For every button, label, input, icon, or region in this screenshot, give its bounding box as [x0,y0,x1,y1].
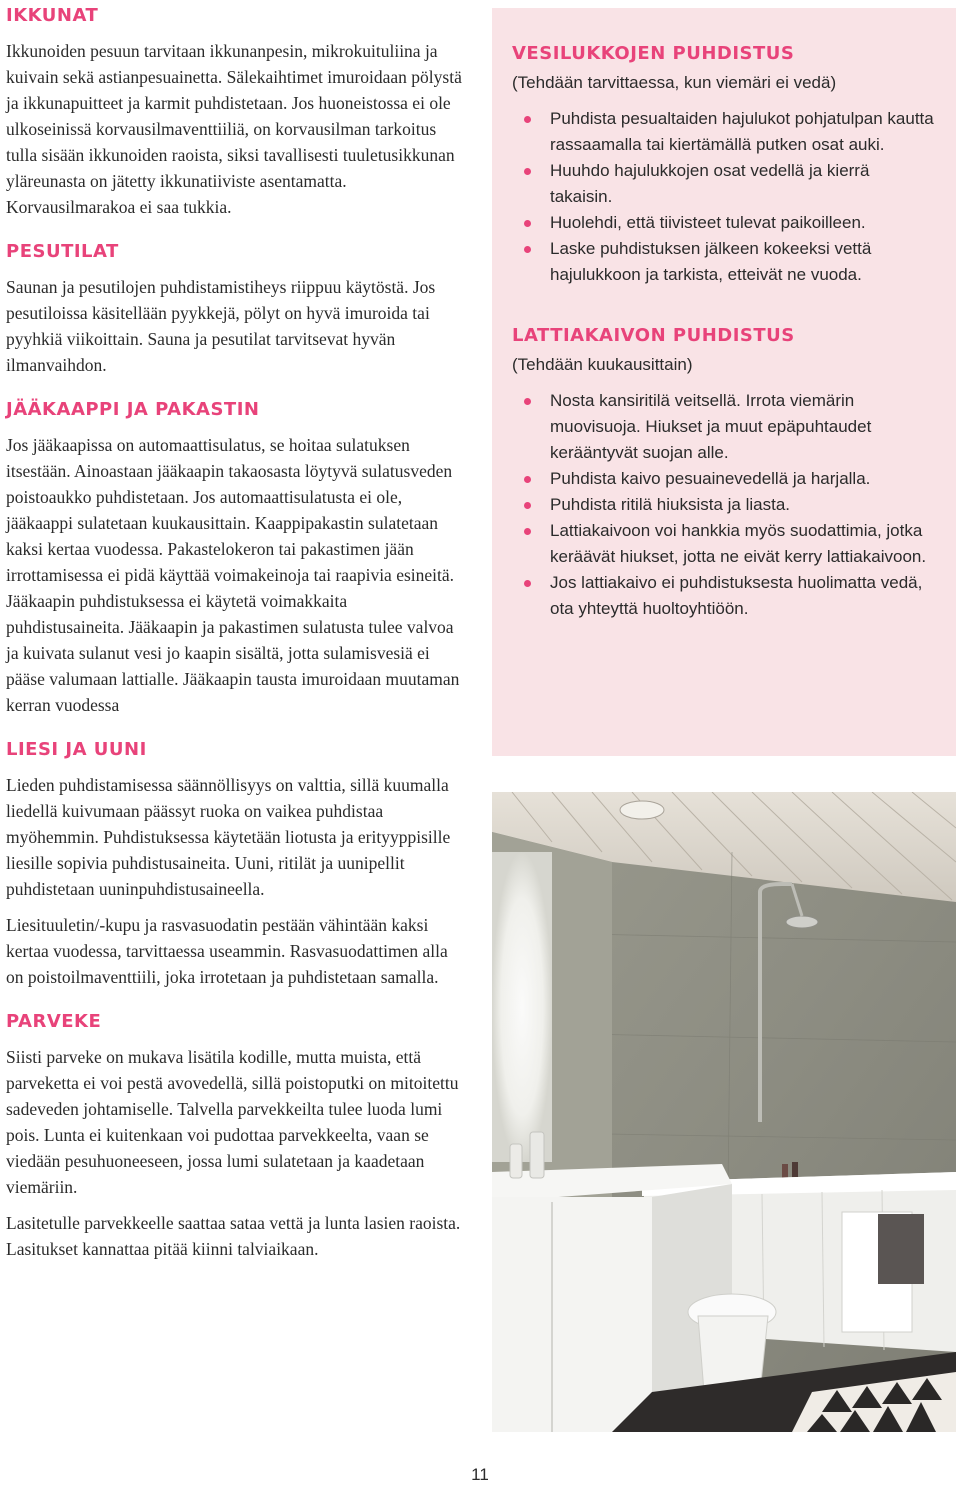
section-parveke [6,1010,468,1262]
bullet-icon [524,220,531,227]
list-item-text: Huolehdi, että tiivisteet tulevat paikoilleen. [550,213,866,232]
bullet-icon [524,528,531,535]
bullet-icon [524,580,531,587]
box-subtitle: (Tehdään kuukausittain) [512,355,693,374]
bullet-list [512,106,936,288]
section-heading: IKKUNAT [6,5,99,26]
section-paragraph: Ikkunoiden pesuun tarvitaan ikkunanpesin, mikrokuituliina ja kuivain sekä astianpesuainetta. Sälekaihtimet imuroidaan pölystä ja ikkunapuitteet ja karmit puhdistetaan. Jos huoneistossa ei ole ulkoseinissä korvausilmaventtiiliä, on korvausilman tarkoitus tulla sisään ikkunoiden raoista, siksi tavallisesti tuuletusikkunan yläreunasta on jätetty ikkunatiiviste asentamatta. Korvausilmarakoa ei saa tukkia. [6,41,462,217]
bullet-icon [524,476,531,483]
list-item-text: Puhdista kaivo pesuainevedellä ja harjalla. [550,469,871,488]
list-item-text: Jos lattiakaivo ei puhdistuksesta huolimatta vedä, ota yhteyttä huoltoyhtiöön. [550,573,923,618]
section-heading: PARVEKE [6,1011,102,1032]
section-paragraph: Jos jääkaapissa on automaattisulatus, se hoitaa sulatuksen itsestään. Ainoastaan jääkaapin takaosasta löytyvä sulatusveden poistoaukko puhdistetaan. Jos automaattisulatusta ei ole, jääkaappi sulatetaan kuukausittain. Kaappipakastin sulatetaan kaksi kertaa vuodessa. Pakastelokeron tai pakastimen jään irrottamisessa ei pidä käyttää voimakeinoja tai raapivia esineitä. Jääkaapin puhdistuksessa ei käytetä voimakkaita puhdistusaineita. Jääkaapin ja pakastimen sulatusta tulee valvoa ja kuivata sulanut vesi jo kaapin sisältä, jotta sulamisvesiä ei pääse valumaan lattialle. Jääkaapin tausta imuroidaan muutaman kerran vuodessa [6,435,460,715]
list-item-text: Puhdista pesualtaiden hajulukot pohjatulpan kautta rassaamalla tai kiertämällä putken osat auki. [550,109,934,154]
bullet-list [512,388,936,622]
box-subtitle: (Tehdään tarvittaessa, kun viemäri ei vedä) [512,73,837,92]
bullet-icon [524,502,531,509]
box-block-lattiakaivo [512,324,936,622]
bullet-icon [524,168,531,175]
bullet-icon [524,246,531,253]
list-item [512,492,936,518]
list-item-text: Laske puhdistuksen jälkeen kokeeksi vettä hajulukkoon ja tarkista, etteivät ne vuoda. [550,239,872,284]
bullet-icon [524,116,531,123]
list-item [512,210,936,236]
info-box [492,8,956,756]
section-paragraph: Lieden puhdistamisessa säännöllisyys on valttia, sillä kuumalla liedellä kuivumaan päässyt ruoka on vaikea puhdistaa myöhemmin. Puhdistuksessa käytetään liotusta ja erityyppisille liesille sopivia puhdistusaineita. Uuni, ritilät ja uunipellit puhdistetaan uuninpuhdistusaineella. [6,775,451,899]
bullet-icon [524,398,531,405]
box-heading: LATTIAKAIVON PUHDISTUS [512,325,795,346]
section-ikkunat [6,4,468,220]
section-jaakaappi [6,398,468,718]
section-heading: LIESI JA UUNI [6,739,147,760]
section-heading: PESUTILAT [6,241,119,262]
section-paragraph: Lasitetulle parvekkeelle saattaa sataa vettä ja lunta lasien raoista. Lasitukset kannattaa pitää kiinni talviaikaan. [6,1213,461,1259]
section-paragraph: Saunan ja pesutilojen puhdistamistiheys riippuu käytöstä. Jos pesutiloissa käsitellään pyykkejä, pölyt on hyvä imuroida tai pyyhkiä viikoittain. Sauna ja pesutilat tarvitsevat hyvän ilmanvaihdon. [6,277,436,375]
list-item [512,570,936,622]
box-block-vesilukot [512,42,936,288]
section-heading: JÄÄKAAPPI JA PAKASTIN [6,399,260,420]
list-item-text: Lattiakaivoon voi hankkia myös suodattimia, jotka keräävät hiukset, jotta ne eivät kerry lattiakaivoon. [550,521,927,566]
left-column [6,4,468,1282]
list-item [512,158,936,210]
list-item [512,236,936,288]
section-pesutilat [6,240,468,378]
section-paragraph: Liesituuletin/-kupu ja rasvasuodatin pestään vähintään kaksi kertaa vuodessa, tarvittaessa useammin. Rasvasuodattimen alla on poistoilmaventtiili, joka irrotetaan ja puhdistetaan samalla. [6,915,448,987]
section-liesi [6,738,468,990]
bathroom-photo [492,792,956,1432]
list-item [512,518,936,570]
list-item-text: Huuhdo hajulukkojen osat vedellä ja kierrä takaisin. [550,161,870,206]
page-number: 11 [471,1465,489,1484]
list-item [512,466,936,492]
list-item-text: Nosta kansiritilä veitsellä. Irrota viemärin muovisuoja. Hiukset ja muut epäpuhtaudet kerääntyvät suojan alle. [550,391,872,462]
list-item [512,388,936,466]
section-paragraph: Siisti parveke on mukava lisätila kodille, mutta muista, että parveketta ei voi pestä avovedellä, sillä poistoputki on mitoitettu sadeveden johtamiselle. Talvella parvekkeilta tulee luoda lumi pois. Lunta ei kuitenkaan voi pudottaa parvekkeelta, vaan se viedään pesuhuoneeseen, jossa lumi sulatetaan ja kaadetaan viemäriin. [6,1047,459,1197]
box-heading: VESILUKKOJEN PUHDISTUS [512,43,795,64]
list-item-text: Puhdista ritilä hiuksista ja liasta. [550,495,791,514]
list-item [512,106,936,158]
